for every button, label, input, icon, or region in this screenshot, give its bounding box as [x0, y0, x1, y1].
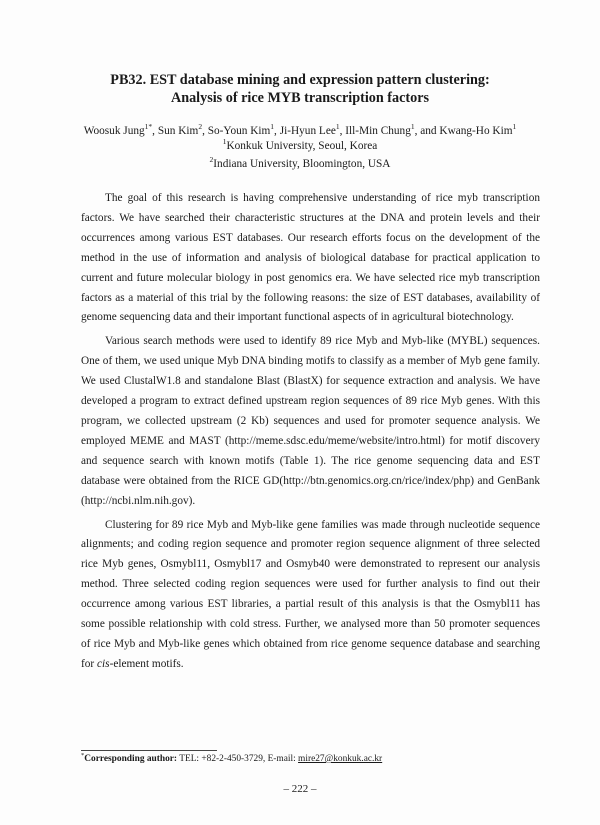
author-conjunction: and — [420, 125, 437, 137]
author-name: Ill-Min Chung — [345, 125, 411, 137]
page-number: – 222 – — [283, 783, 317, 795]
author-affiliation-mark: 1 — [270, 122, 275, 132]
body-paragraph-2 — [81, 332, 540, 511]
body-paragraph-3 — [81, 516, 540, 675]
title-line-2: Analysis of rice MYB transcription factors — [170, 90, 430, 106]
paper-title — [40, 71, 560, 107]
affiliation-2 — [40, 155, 560, 173]
author-name: Woosuk Jung — [83, 125, 145, 137]
email-link[interactable]: mire27@konkuk.ac.kr — [298, 754, 383, 764]
body-paragraph-1 — [81, 189, 540, 328]
author-list: Woosuk Jung$^{1*}$, Sun Kim$^2$, So-Youn Kim$^1$, Ji-Hyun Lee$^1$, Ill-Min Chung$^1$, and Kwang-Ho Kim$^1$ — [83, 122, 517, 137]
paragraph-text: Clustering for 89 rice Myb and Myb-like gene families was made through nucleotide sequence alignments; and coding region sequence and promoter region sequence alignment of three selected rice Myb genes, Osmybl11, Osmybl17 and Osmyb40 were demonstrated to represent our analysis method. Three selected coding region sequences were used for further analysis to find out their occurrence among various EST libraries, a partial result of this analysis is that the Osmybl11 has some possible relationship with cold stress. Further, we analysed more than 50 promoter sequences of rice Myb and Myb-like genes which obtained from rice genome sequence database and searching for — [81, 518, 540, 670]
affiliation-1 — [40, 137, 560, 155]
footnote-mark: * — [81, 751, 85, 759]
author-affiliation-mark: 1 — [410, 122, 415, 132]
footnote-contact: TEL: +82-2-450-3729, E-mail: — [177, 754, 299, 764]
footnote-label: Corresponding author: — [84, 754, 178, 764]
corresponding-author-footnote — [81, 752, 382, 766]
italic-term: cis — [97, 657, 110, 670]
paragraph-tail: -element motifs. — [109, 657, 184, 670]
affiliation-text: Konkuk University, Seoul, Korea — [226, 140, 378, 152]
author-affiliation-mark: 1* — [144, 122, 153, 132]
affiliation-mark: 2 — [209, 155, 214, 165]
author-name: Kwang-Ho Kim — [439, 125, 513, 137]
author-name: Sun Kim — [157, 125, 199, 137]
author-affiliation-mark: 1 — [512, 122, 517, 132]
author-name: So-Youn Kim — [207, 125, 271, 137]
paragraph-text: The goal of this research is having comprehensive understanding of rice myb transcription factors. We have searched their characteristic structures at the DNA and protein levels and their occurrences among various EST databases. Our research efforts focus on the development of the method in the use of information and analysis of biological database for practical application to current and future molecular biology in post genomics era. We have selected rice myb transcription factors as a material of this trial by the following reasons: the size of EST databases, availability of genome sequencing data and their important functional aspects of in agricultural biotechnology. — [81, 192, 540, 324]
title-line-1: PB32. EST database mining and expression pattern clustering: — [110, 72, 490, 88]
paragraph-text: Various search methods were used to identify 89 rice Myb and Myb-like (MYBL) sequences. One of them, we used unique Myb DNA binding motifs to classify as a member of Myb gene family. We used ClustalW1.8 and standalone Blast (BlastX) for sequence extraction and analysis. We have developed a program to extract defined upstream region sequences of 89 rice Myb genes. With this program, we collected upstream (2 Kb) sequences and used for promoter sequence analysis. We employed MEME and MAST (http://meme.sdsc.edu/meme/website/intro.html) for motif discovery and sequence search with known motifs (Table 1). The rice genome sequencing data and EST database were obtained from the RICE GD(http://btn.genomics.org.cn/rice/index/php) and GenBank (http://ncbi.nlm.nih.gov). — [81, 335, 540, 507]
affiliation-mark: 1 — [222, 137, 227, 147]
author-name: Ji-Hyun Lee — [279, 125, 336, 137]
abstract-body — [81, 189, 540, 679]
author-affiliation-mark: 2 — [198, 122, 203, 132]
footnote-divider — [81, 750, 217, 751]
author-affiliation-mark: 1 — [335, 122, 340, 132]
affiliation-text: Indiana University, Bloomington, USA — [213, 158, 391, 170]
